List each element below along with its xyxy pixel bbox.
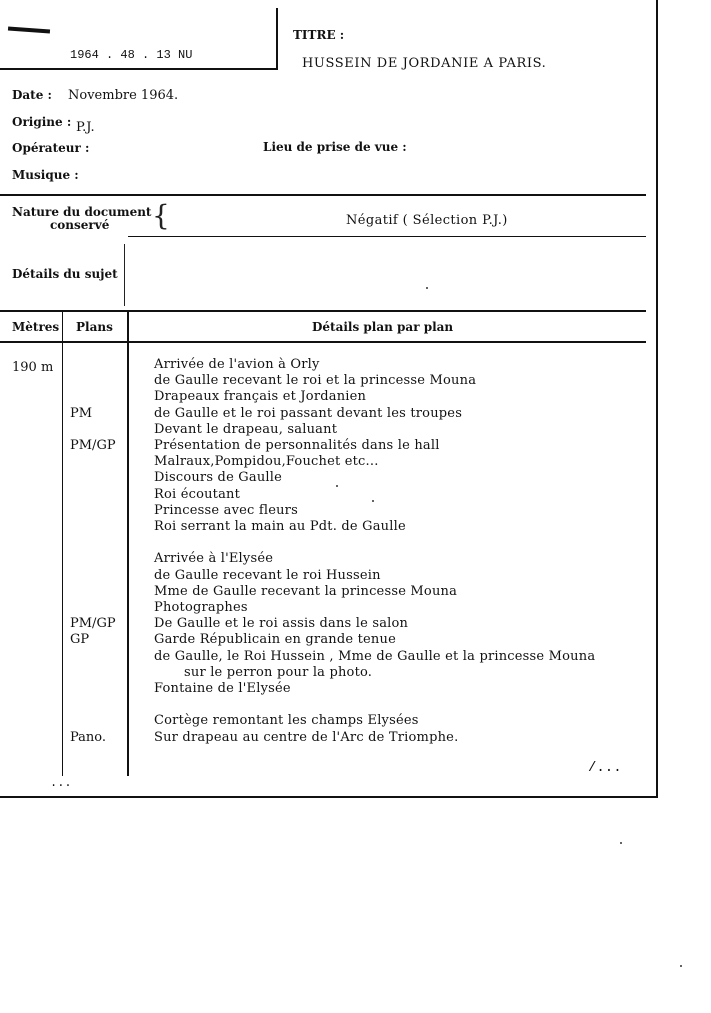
page-bottom-border [0,796,658,798]
row-detail: Princesse avec fleurs [154,502,298,518]
row-detail: Photographes [154,600,248,615]
divider-after-nature [128,236,646,237]
divider-after-fields [0,194,646,196]
col-metres-header: Mètres [12,320,60,334]
date-value: Novembre 1964. [68,88,179,103]
row-detail: De Gaulle et le roi assis dans le salon [154,616,409,632]
operateur-label: Opérateur : [12,141,90,155]
row-detail: de Gaulle recevant le roi Hussein [154,567,381,583]
row-detail: Malraux,Pompidou,Fouchet etc... [154,454,379,470]
row-plan: Pano. [70,729,107,745]
col-plans-header: Plans [76,320,113,334]
footer-dots: ... [50,776,72,790]
col-details-header: Détails plan par plan [312,320,454,334]
nature-label-line2: conservé [50,218,110,232]
lieu-label: Lieu de prise de vue : [263,140,407,154]
reference-box-right [276,8,278,70]
nature-label-line1: Nature du document [12,205,152,219]
scan-speck [336,485,338,487]
divider-before-table [0,310,646,312]
row-plan: PM [70,405,93,421]
details-sujet-brace [124,244,131,306]
scan-speck [372,500,374,502]
row-detail: Présentation de personnalités dans le hall [154,438,440,453]
titre-label: TITRE : [293,28,345,42]
row-detail: Mme de Gaulle recevant la princesse Mouna [154,583,458,599]
scan-mark [8,27,50,34]
row-detail: sur le perron pour la photo. [184,664,373,680]
col-divider-1 [62,312,63,776]
nature-brace: { [152,199,170,232]
musique-label: Musique : [12,168,79,182]
row-plan: GP [70,632,90,648]
date-label: Date : [12,88,52,102]
nature-value: Négatif ( Sélection P.J.) [346,213,508,228]
row-detail: Sur drapeau au centre de l'Arc de Triomphe. [154,729,459,745]
row-detail: Roi écoutant [154,486,241,502]
scan-speck [680,965,682,967]
origine-label: Origine : [12,115,72,129]
row-plan: PM/GP [70,438,116,453]
scan-speck [426,287,428,289]
row-detail: Roi serrant la main au Pdt. de Gaulle [154,519,406,534]
row-detail: Arrivée de l'avion à Orly [154,357,320,372]
row-detail: Devant le drapeau, saluant [154,421,338,437]
reference-box-bottom [0,68,278,70]
row-detail: Arrivée à l'Elysée [154,551,274,567]
row-detail: Cortège remontant les champs Elysées [154,713,419,729]
col-divider-2 [127,312,129,776]
row-detail: de Gaulle recevant le roi et la princesse Mouna [154,373,477,389]
row-plan: PM/GP [70,616,116,632]
reference-number: 1964 . 48 . 13 NU [70,48,193,62]
scan-speck [620,842,622,844]
page-right-border [656,0,658,798]
metres-value: 190 m [12,360,54,375]
titre-value: HUSSEIN DE JORDANIE A PARIS. [302,56,547,71]
table-header-divider [0,341,646,343]
row-detail: Discours de Gaulle [154,470,283,486]
origine-value: P.J. [76,120,95,135]
row-detail: Garde Républicain en grande tenue [154,632,396,648]
row-detail: Drapeaux français et Jordanien [154,389,367,405]
row-detail: de Gaulle et le roi passant devant les troupes [154,405,463,421]
row-detail: Fontaine de l'Elysée [154,681,291,696]
continuation-mark: /... [588,760,622,776]
row-detail: de Gaulle, le Roi Hussein , Mme de Gaulle et la princesse Mouna [154,648,596,664]
details-sujet-label: Détails du sujet [12,267,118,281]
